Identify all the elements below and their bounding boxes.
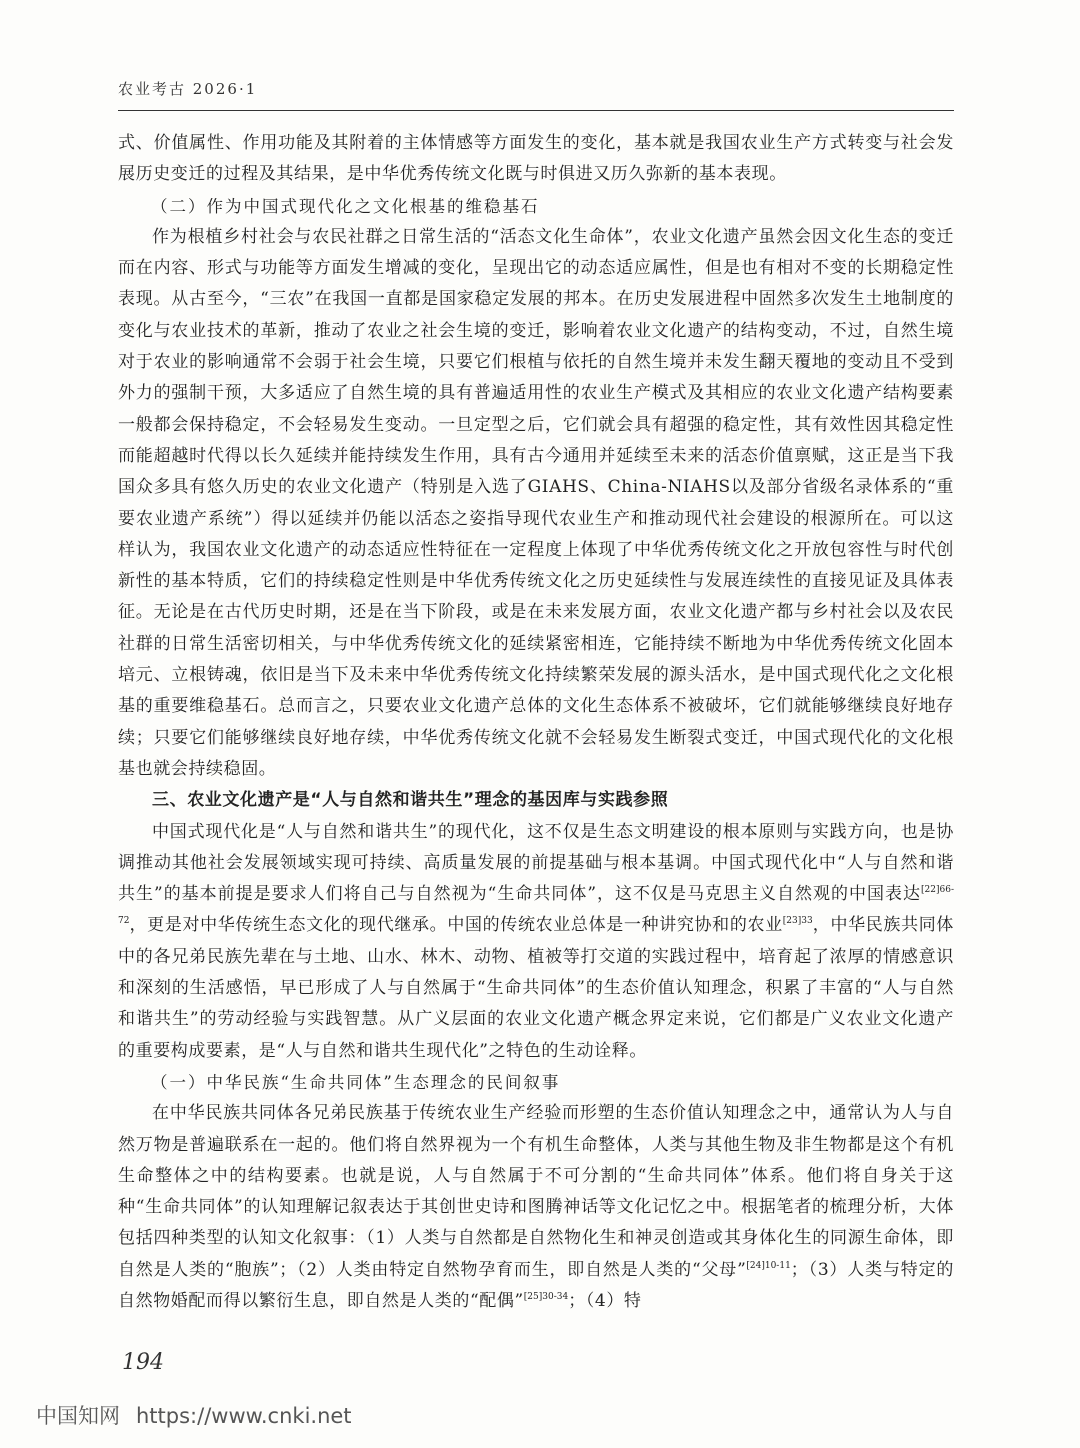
page-number: 194 [122,1350,164,1375]
subsection-heading-2: （二）作为中国式现代化之文化根基的维稳基石 [151,196,540,216]
paragraph-harmony [118,817,954,1067]
subsection-heading-1: （一）中华民族“生命共同体”生态理念的民间叙事 [151,1072,561,1092]
watermark-url: https://www.cnki.net [136,1404,352,1428]
text-run: ；（3）人类与特定的自然物婚配而得以繁衍生息，即自然是人类的“配偶” [118,1259,954,1311]
section-heading-3: 三、农业文化遗产是“人与自然和谐共生”理念的基因库与实践参照 [152,790,669,811]
cnki-watermark [36,1400,352,1430]
paragraph-continued: 式、价值属性、作用功能及其附着的主体情感等方面发生的变化，基本就是我国农业生产方式转变与社会发展历史变迁的过程及其结果，是中华优秀传统文化既与时俱进又历久弥新的基本表现。 [118,133,954,185]
text-run: 中国式现代化是“人与自然和谐共生”的现代化，这不仅是生态文明建设的根本原则与实践方向，也是协调推动其他社会发展领域实现可持续、高质量发展的前提基础与根本基调。中国式现代化中“人与自然和谐共生”的基本前提是要求人们将自己与自然视为“生命共同体”，这不仅是马克思主义自然观的中国表达 [118,821,954,905]
article-body [118,128,954,1317]
paragraph-narrative [118,1098,954,1317]
text-run: ；（4）特 [568,1290,642,1311]
citation-24: [24]10-11 [746,1260,791,1271]
citation-22: [22]66-72 [118,885,954,927]
text-run: ，更是对中华传统生态文化的现代继承。中国的传统农业总体是一种讲究协和的农业 [129,915,783,936]
journal-header: 农业考古 2026·1 [118,80,258,98]
text-run: ，中华民族共同体中的各兄弟民族先辈在与土地、山水、林木、动物、植被等打交道的实践过程中，培育起了浓厚的情感意识和深刻的生活感悟，早已形成了人与自然属于“生命共同体”的生态价值认知理念，积累了丰富的“人与自然和谐共生”的劳动经验与实践智慧。从广义层面的农业文化遗产概念界定来说，它们都是广义农业文化遗产的重要构成要素，是“人与自然和谐共生现代化”之特色的生动诠释。 [118,915,954,1061]
header-rule [118,110,954,111]
citation-25: [25]30-34 [523,1291,569,1302]
watermark-brand: 中国知网 [36,1404,120,1428]
citation-23: [23]33 [782,916,813,927]
paragraph-stability: 作为根植乡村社会与农民社群之日常生活的“活态文化生命体”，农业文化遗产虽然会因文化生态的变迁而在内容、形式与功能等方面发生增减的变化，呈现出它的动态适应属性，但是也有相对不变的长期稳定性表现。从古至今，“三农”在我国一直都是国家稳定发展的邦本。在历史发展进程中固然多次发生土地制度的变化与农业技术的革新，推动了农业之社会生境的变迁，影响着农业文化遗产的结构变动，不过，自然生境对于农业的影响通常不会弱于社会生境，只要它们根植与依托的自然生境并未发生翻天覆地的变动且不受到外力的强制干预，大多适应了自然生境的具有普遍适用性的农业生产模式及其相应的农业文化遗产结构要素一般都会保持稳定，不会轻易发生变动。一旦定型之后，它们就会具有超强的稳定性，其有效性因其稳定性而能超越时代得以长久延续并能持续发生作用，具有古今通用并延续至未来的活态价值禀赋，这正是当下我国众多具有悠久历史的农业文化遗产（特别是入选了GIAHS、China-NIAHS以及部分省级名录体系的“重要农业遗产系统”）得以延续并仍能以活态之姿指导现代农业生产和推动现代社会建设的根源所在。可以这样认为，我国农业文化遗产的动态适应性特征在一定程度上体现了中华优秀传统文化之开放包容性与时代创新性的基本特质，它们的持续稳定性则是中华优秀传统文化之历史延续性与发展连续性的直接见证及具体表征。无论是在古代历史时期，还是在当下阶段，或是在未来发展方面，农业文化遗产都与乡村社会以及农民社群的日常生活密切相关，与中华优秀传统文化的延续紧密相连，它能持续不断地为中华优秀传统文化固本培元、立根铸魂，依旧是当下及未来中华优秀传统文化持续繁荣发展的源头活水，是中国式现代化之文化根基的重要维稳基石。总而言之，只要农业文化遗产总体的文化生态体系不被破坏，它们就能够继续良好地存续；只要它们能够继续良好地存续，中华优秀传统文化就不会轻易发生断裂式变迁，中国式现代化的文化根基也就会持续稳固。 [118,226,954,779]
text-run: 在中华民族共同体各兄弟民族基于传统农业生产经验而形塑的生态价值认知理念之中，通常认为人与自然万物是普遍联系在一起的。他们将自然界视为一个有机生命整体，人类与其他生物及非生物都是这个有机生命整体之中的结构要素。也就是说，人与自然属于不可分割的“生命共同体”体系。他们将自身关于这种“生命共同体”的认知理解记叙表达于其创世史诗和图腾神话等文化记忆之中。根据笔者的梳理分析，大体包括四种类型的认知文化叙事：（1）人类与自然都是自然物化生和神灵创造或其身体化生的同源生命体，即自然是人类的“胞族”；（2）人类由特定自然物孕育而生，即自然是人类的“父母” [118,1103,954,1280]
